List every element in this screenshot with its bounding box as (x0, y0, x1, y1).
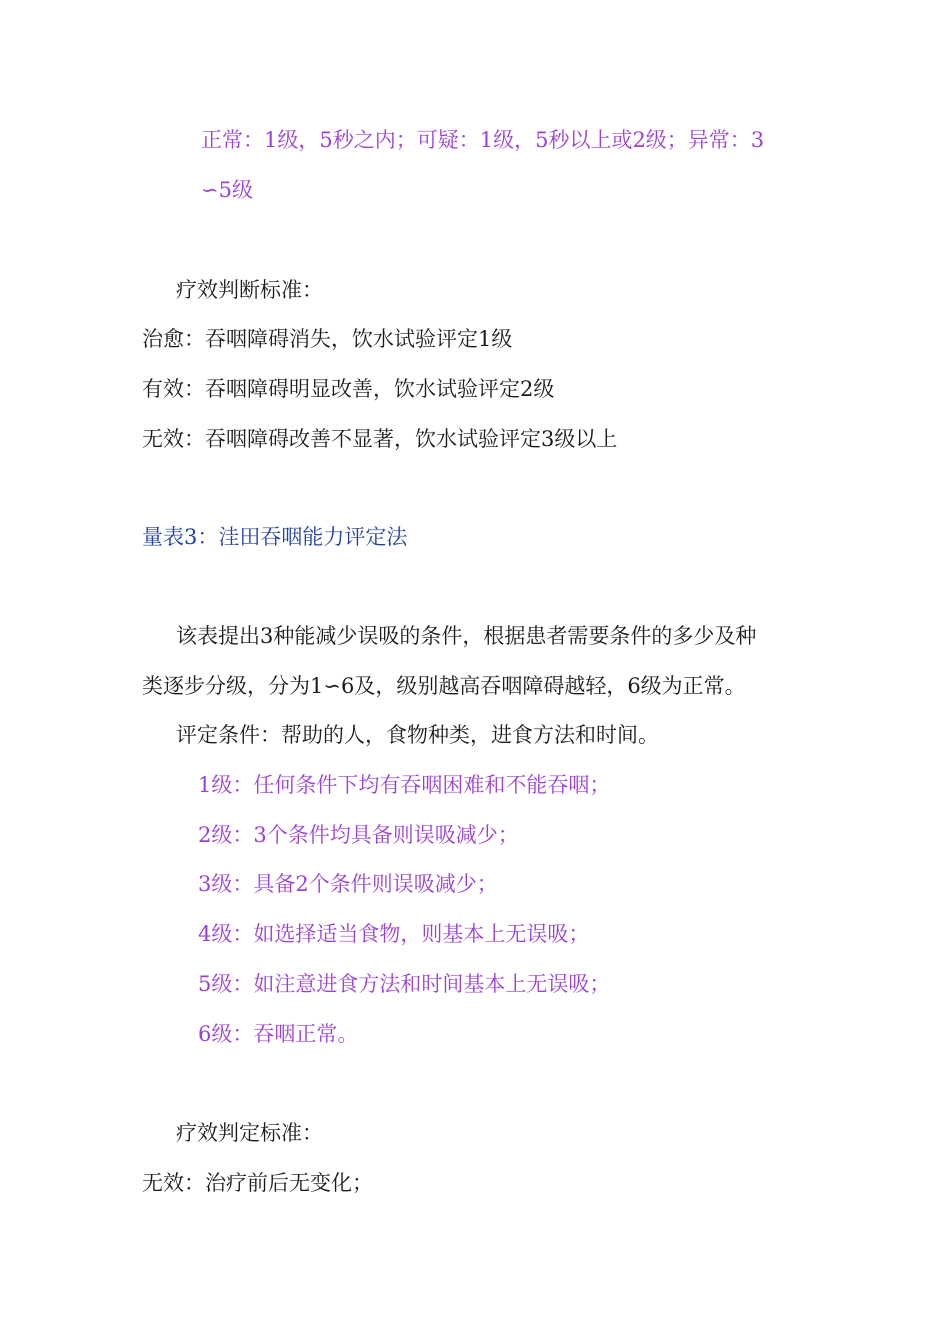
scale3-conditions: 评定条件：帮助的人，食物种类，进食方法和时间。 (176, 723, 659, 747)
scale3-level-3: 3级：具备2个条件则误吸减少； (198, 872, 498, 896)
efficacy-heading-2: 疗效判定标准： (176, 1121, 323, 1145)
scale3-intro-line-2: 类逐步分级，分为1∽6及，级别越高吞咽障碍越轻，6级为正常。 (142, 674, 746, 698)
scale3-level-4: 4级：如选择适当食物，则基本上无误吸； (198, 922, 590, 946)
normal-criteria-line-2: ∽5级 (201, 178, 253, 202)
scale3-level-6: 6级：吞咽正常。 (198, 1022, 359, 1046)
efficacy-item-cured: 治愈：吞咽障碍消失，饮水试验评定1级 (142, 327, 513, 351)
scale3-intro-line-1: 该表提出3种能减少误吸的条件，根据患者需要条件的多少及种 (176, 624, 757, 648)
scale3-level-1: 1级：任何条件下均有吞咽困难和不能吞咽； (198, 773, 611, 797)
efficacy-item-ineffective: 无效：吞咽障碍改善不显著，饮水试验评定3级以上 (142, 427, 618, 451)
scale3-level-2: 2级：3个条件均具备则误吸减少； (198, 823, 519, 847)
efficacy2-item-ineffective: 无效：治疗前后无变化； (142, 1171, 373, 1195)
efficacy-heading-1: 疗效判断标准： (176, 278, 323, 302)
scale3-level-5: 5级：如注意进食方法和时间基本上无误吸； (198, 972, 611, 996)
normal-criteria-line-1: 正常：1级，5秒之内；可疑：1级，5秒以上或2级；异常：3 (201, 128, 765, 152)
scale3-title: 量表3：洼田吞咽能力评定法 (142, 525, 408, 549)
efficacy-item-effective: 有效：吞咽障碍明显改善，饮水试验评定2级 (142, 377, 555, 401)
